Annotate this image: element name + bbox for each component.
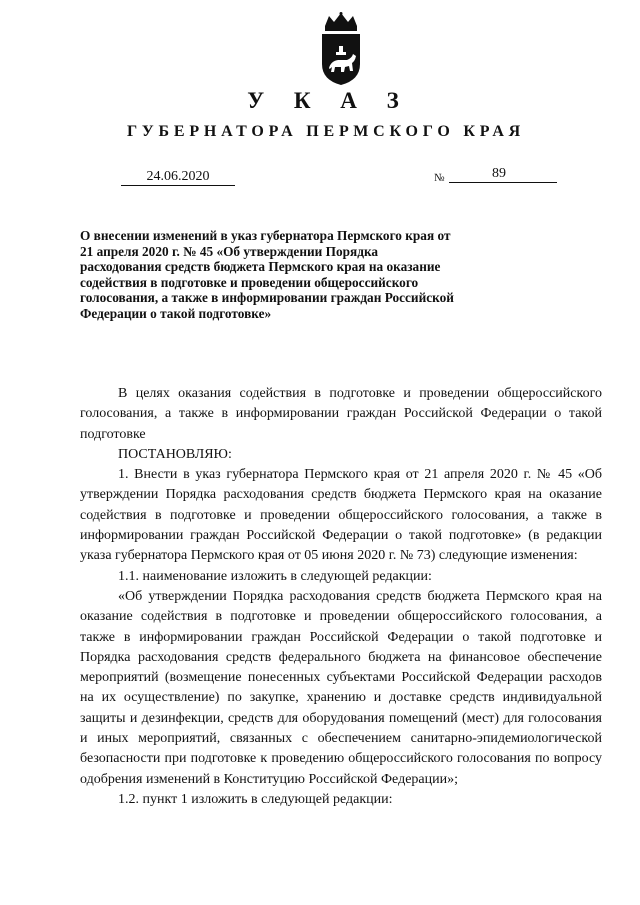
number-label: № [434,172,445,184]
document-heading: О внесении изменений в указ губернатора Пермского края от 21 апреля 2020 г. № 45 «Об утверждении Порядка расходования средств бюджета Пермского края на оказание содействия в подготовке и проведении общероссийского голосования, а также в информировании граждан Российской Федерации о такой подготовке» [80,228,454,321]
paragraph-item-1-1: 1.1. наименование изложить в следующей редакции: [118,568,432,584]
paragraph-preamble: В целях оказания содействия в подготовке и проведении общероссийского голосования, а также в информировании граждан Российской Федерации о такой подготовке [80,386,602,442]
issuer-subtitle: ГУБЕРНАТОРА ПЕРМСКОГО КРАЯ [126,123,526,140]
paragraph-resolve: ПОСТАНОВЛЯЮ: [118,446,232,462]
paragraph-item-1: 1. Внести в указ губернатора Пермского края от 21 апреля 2020 г. № 45 «Об утверждении Порядка расходования средств бюджета Пермского края на оказание содействия в подготовке и проведении общероссийского голосования, а также в информировании граждан Российской Федерации о такой подготовке» (в редакции указа губернатора Пермского края от 05 июня 2020 г. № 73) следующие изменения: [80,467,602,564]
document-date: 24.06.2020 [121,168,235,186]
document-number: 89 [449,165,557,183]
paragraph-quote: «Об утверждении Порядка расходования средств бюджета Пермского края на оказание содействия в подготовке и проведении общероссийского голосования, а также в информировании граждан Российской Федерации о такой подготовке и Порядка расходования средств федерального бюджета на финансовое обеспечение мероприятий (возмещение понесенных субъектами Российской Федерации расходов на их осуществление) по закупке, хранению и доставке средств индивидуальной защиты и дезинфекции, средств для оборудования помещений (мест) для голосования и иных мероприятий, связанных с обеспечением санитарно-эпидемиологической безопасности при подготовке к проведению общероссийского голосования по вопросу одобрения изменений в Конституцию Российской Федерации»; [80,588,602,787]
document-body [80,384,602,810]
paragraph-item-1-2: 1.2. пункт 1 изложить в следующей редакции: [118,791,393,807]
coat-of-arms-icon [319,12,363,86]
document-title: У К А З [247,88,411,113]
